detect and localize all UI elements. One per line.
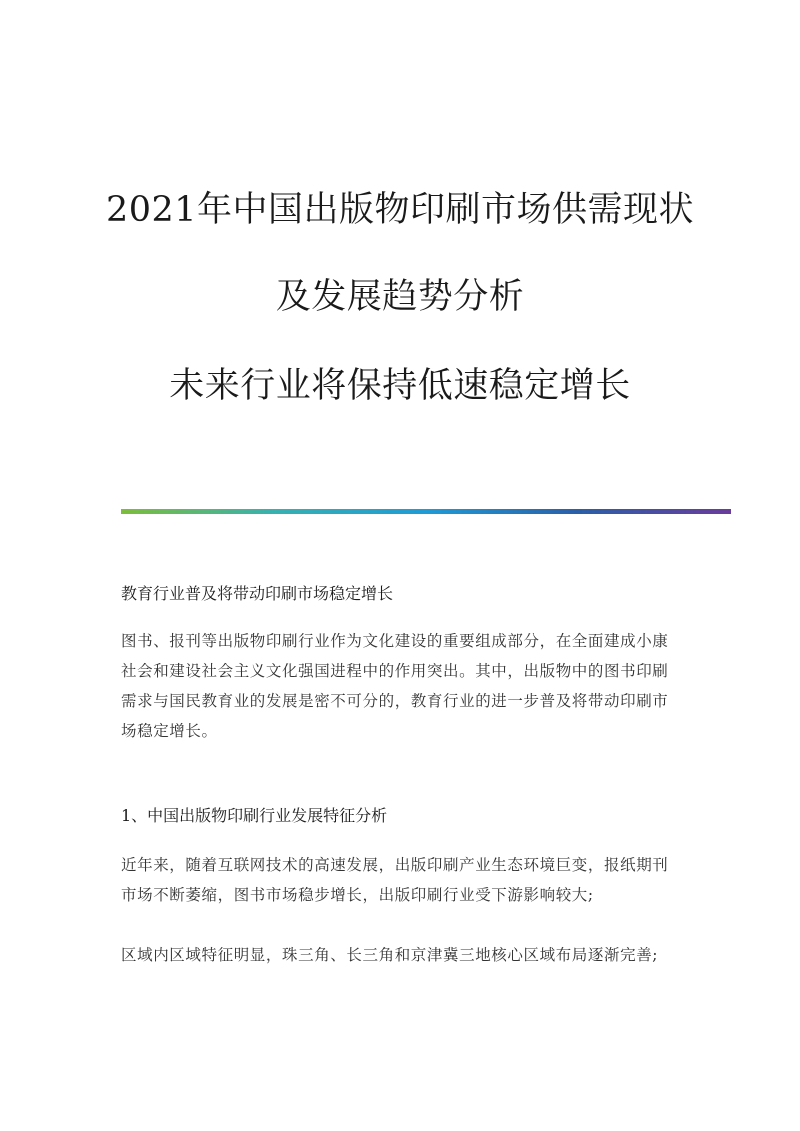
paragraph-1-line-1: 图书、报刊等出版物印刷行业作为文化建设的重要组成部分，在全面建成小康 [121,632,669,650]
paragraph-1-line-4: 场稳定增长。 [121,722,218,740]
paragraph-1-line-2: 社会和建设社会主义文化强国进程中的作用突出。其中，出版物中的图书印刷 [121,662,669,680]
paragraph-2-line-2: 市场不断萎缩，图书市场稳步增长，出版印刷行业受下游影响较大; [121,886,594,904]
paragraph-1 [121,626,681,746]
title-line-1: 2021年中国出版物印刷市场供需现状 [105,190,695,230]
title-line-3: 未来行业将保持低速稳定增长 [169,366,631,406]
gradient-divider [121,509,731,514]
paragraph-1-line-3: 需求与国民教育业的发展是密不可分的，教育行业的进一步普及将带动印刷市 [121,692,669,710]
section-heading-2: 1、中国出版物印刷行业发展特征分析 [121,806,388,825]
paragraph-3-line-1: 区域内区域特征明显，珠三角、长三角和京津冀三地核心区域布局逐渐完善; [121,946,659,964]
paragraph-3 [121,940,681,970]
title-line-2: 及发展趋势分析 [275,277,525,317]
section-heading-1: 教育行业普及将带动印刷市场稳定增长 [121,584,394,603]
paragraph-2-line-1: 近年来，随着互联网技术的高速发展，出版印刷产业生态环境巨变，报纸期刊 [121,856,669,874]
paragraph-2 [121,850,681,910]
